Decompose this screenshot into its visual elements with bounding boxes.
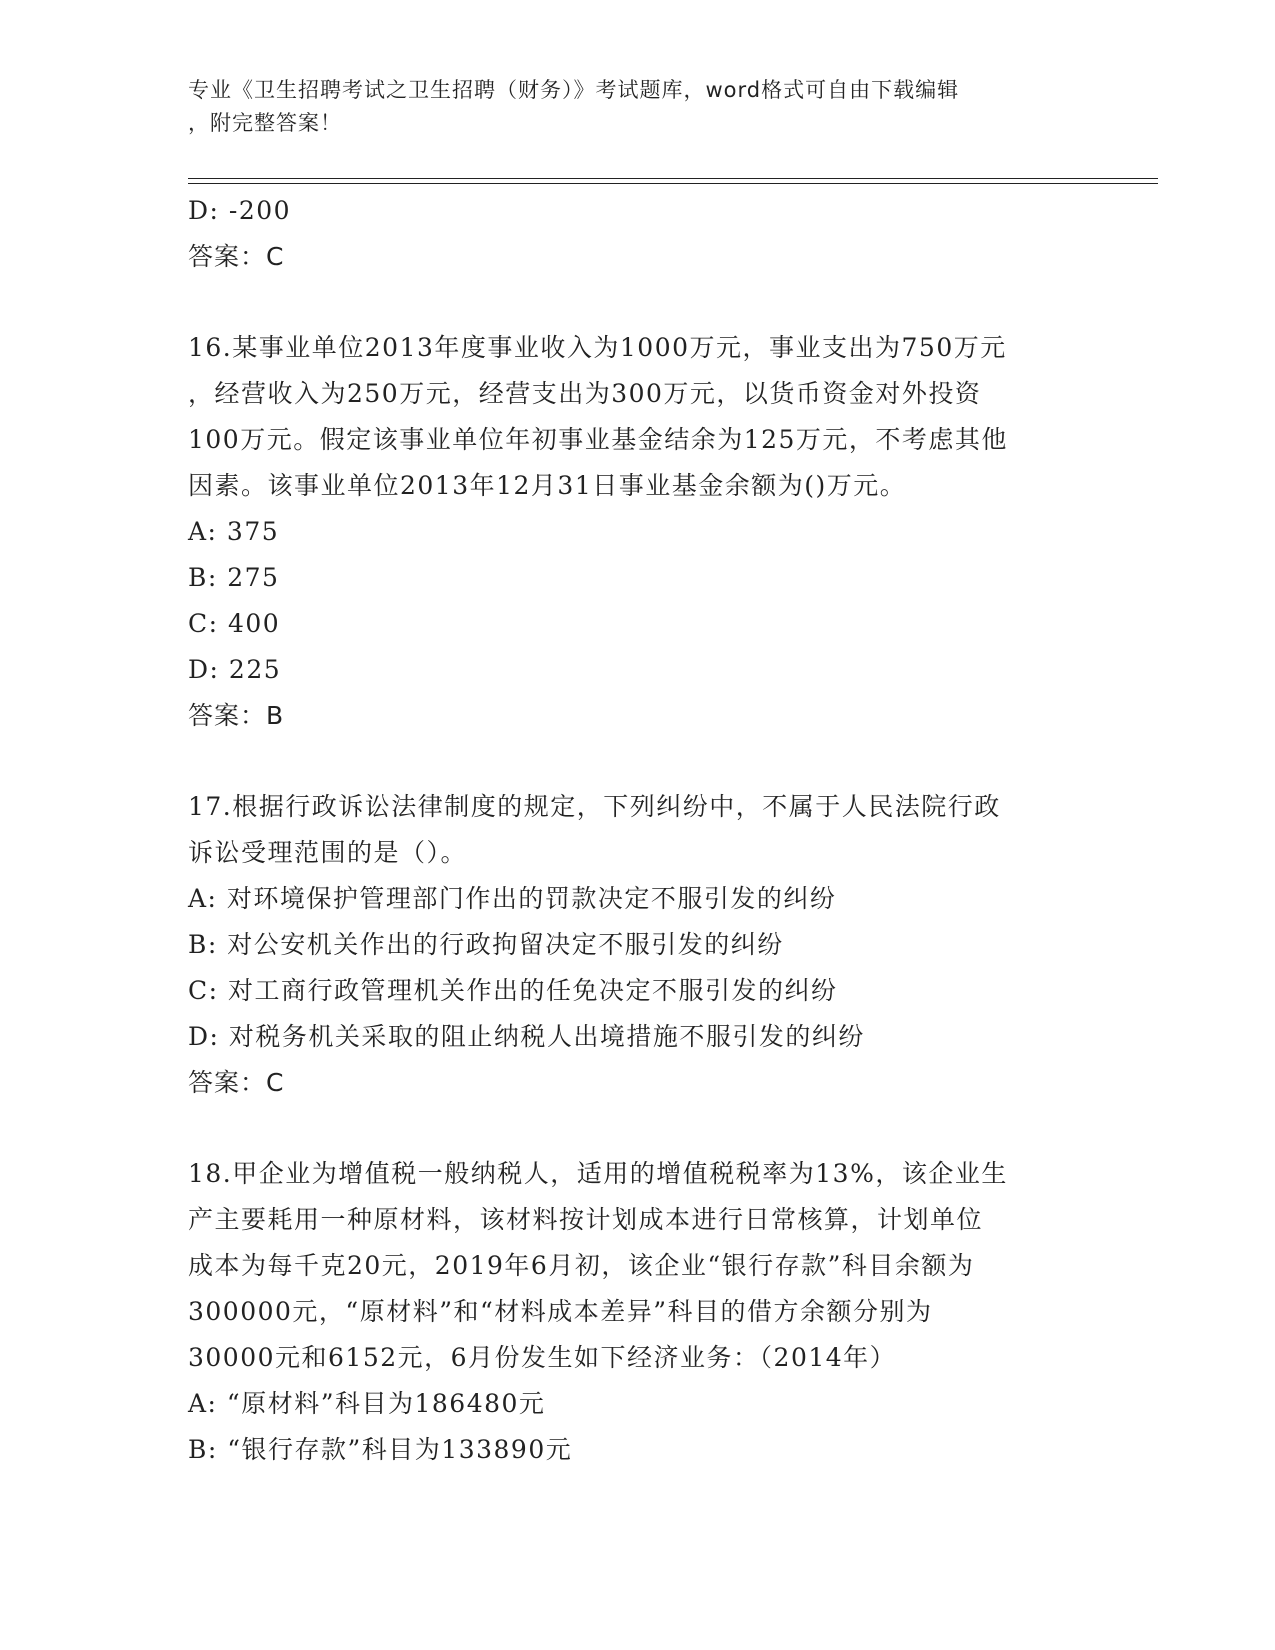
question-stem-line: 诉讼受理范围的是（）。 (188, 838, 468, 867)
question-stem-line: 30000元和6152元，6月份发生如下经济业务：（2014年） (188, 1343, 897, 1372)
answer: 答案：C (188, 242, 285, 271)
header-line-1: 专业《卫生招聘考试之卫生招聘（财务）》考试题库，word格式可自由下载编辑 (188, 78, 960, 102)
option-a: A: 375 (188, 517, 280, 546)
option-c: C: 400 (188, 609, 281, 638)
header-line-2: ，附完整答案！ (188, 111, 342, 135)
question-stem-line: 产主要耗用一种原材料，该材料按计划成本进行日常核算，计划单位 (188, 1205, 984, 1234)
option-d: D: -200 (188, 196, 292, 225)
option-b: B: 对公安机关作出的行政拘留决定不服引发的纠纷 (188, 930, 784, 959)
option-b: B: “银行存款”科目为133890元 (188, 1435, 573, 1464)
option-d: D: 225 (188, 655, 282, 684)
answer: 答案：B (188, 701, 285, 730)
question-content (188, 188, 1088, 1473)
question-16 (188, 325, 1088, 739)
question-17 (188, 784, 1088, 1106)
header-divider-top (188, 178, 1158, 179)
question-stem-line: 300000元，“原材料”和“材料成本差异”科目的借方余额分别为 (188, 1297, 933, 1326)
option-a: A: “原材料”科目为186480元 (188, 1389, 546, 1418)
option-d: D: 对税务机关采取的阻止纳税人出境措施不服引发的纠纷 (188, 1022, 865, 1051)
option-b: B: 275 (188, 563, 280, 592)
question-stem-line: 100万元。假定该事业单位年初事业基金结余为125万元，不考虑其他 (188, 425, 1008, 454)
question-stem-line: 17.根据行政诉讼法律制度的规定，下列纠纷中，不属于人民法院行政 (188, 792, 1001, 821)
question-stem-line: 成本为每千克20元，2019年6月初，该企业“银行存款”科目余额为 (188, 1251, 975, 1280)
question-stem-line: ，经营收入为250万元，经营支出为300万元，以货币资金对外投资 (188, 379, 982, 408)
option-a: A: 对环境保护管理部门作出的罚款决定不服引发的纠纷 (188, 884, 837, 913)
question-stem-line: 16.某事业单位2013年度事业收入为1000万元，事业支出为750万元 (188, 333, 1007, 362)
question-stem-line: 18.甲企业为增值税一般纳税人，适用的增值税税率为13%，该企业生 (188, 1159, 1008, 1188)
header-divider-bottom (188, 183, 1158, 184)
answer: 答案：C (188, 1068, 285, 1097)
question-stem-line: 因素。该事业单位2013年12月31日事业基金余额为()万元。 (188, 471, 907, 500)
option-c: C: 对工商行政管理机关作出的任免决定不服引发的纠纷 (188, 976, 838, 1005)
document-header (188, 74, 1088, 140)
question-18 (188, 1151, 1088, 1473)
question-15-tail (188, 188, 1088, 280)
